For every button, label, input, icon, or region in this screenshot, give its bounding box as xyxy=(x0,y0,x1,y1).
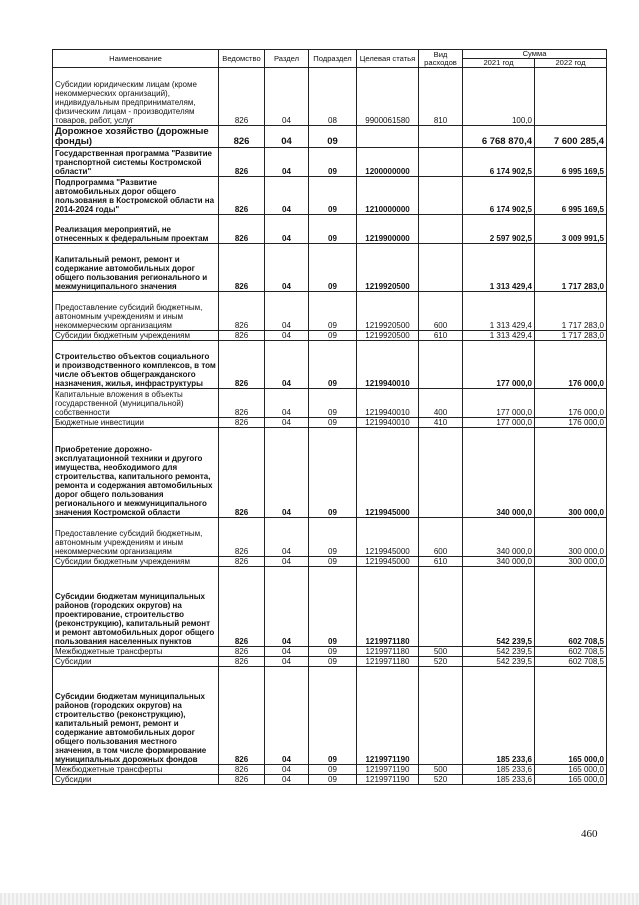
cell-2022: 1 717 283,0 xyxy=(535,292,607,331)
cell-2021: 185 233,6 xyxy=(463,667,535,765)
cell-vedomstvo: 826 xyxy=(219,667,265,765)
cell-razdel: 04 xyxy=(265,518,309,557)
cell-vedomstvo: 826 xyxy=(219,765,265,775)
header-vedomstvo: Ведомство xyxy=(219,50,265,68)
cell-vedomstvo: 826 xyxy=(219,331,265,341)
cell-vid: 520 xyxy=(419,775,463,785)
cell-2022: 165 000,0 xyxy=(535,667,607,765)
cell-target: 1210000000 xyxy=(357,177,419,215)
cell-target: 1219940010 xyxy=(357,418,419,428)
cell-2021: 340 000,0 xyxy=(463,518,535,557)
cell-target: 1219971180 xyxy=(357,647,419,657)
cell-razdel: 04 xyxy=(265,177,309,215)
cell-target xyxy=(357,126,419,148)
cell-name: Капитальные вложения в объекты государственной (муниципальной) собственности xyxy=(53,389,219,418)
cell-podrazdel: 09 xyxy=(309,418,357,428)
header-podrazdel: Подраздел xyxy=(309,50,357,68)
cell-2022: 165 000,0 xyxy=(535,775,607,785)
cell-vedomstvo: 826 xyxy=(219,389,265,418)
cell-razdel: 04 xyxy=(265,244,309,292)
cell-razdel: 04 xyxy=(265,126,309,148)
cell-vid xyxy=(419,667,463,765)
header-target: Целевая статья xyxy=(357,50,419,68)
cell-vid: 600 xyxy=(419,518,463,557)
cell-podrazdel: 09 xyxy=(309,518,357,557)
cell-vedomstvo: 826 xyxy=(219,126,265,148)
table-row xyxy=(53,389,607,418)
cell-podrazdel: 09 xyxy=(309,215,357,244)
scan-edge-strip xyxy=(0,893,639,905)
cell-2021: 6 174 902,5 xyxy=(463,148,535,177)
table-row xyxy=(53,657,607,667)
cell-name: Предоставление субсидий бюджетным, автономным учреждениям и иным некоммерческим организациям xyxy=(53,292,219,331)
cell-target: 1219971190 xyxy=(357,775,419,785)
cell-vedomstvo: 826 xyxy=(219,215,265,244)
cell-name: Субсидии бюджетным учреждениям xyxy=(53,557,219,567)
cell-vid: 610 xyxy=(419,557,463,567)
table-row xyxy=(53,177,607,215)
cell-razdel: 04 xyxy=(265,765,309,775)
table-row xyxy=(53,331,607,341)
cell-2022: 1 717 283,0 xyxy=(535,331,607,341)
cell-name: Реализация мероприятий, не отнесенных к федеральным проектам xyxy=(53,215,219,244)
cell-target: 1219940010 xyxy=(357,389,419,418)
cell-vedomstvo: 826 xyxy=(219,341,265,389)
cell-vid xyxy=(419,244,463,292)
cell-podrazdel: 09 xyxy=(309,389,357,418)
cell-2021: 542 239,5 xyxy=(463,657,535,667)
cell-vedomstvo: 826 xyxy=(219,418,265,428)
cell-2022: 300 000,0 xyxy=(535,557,607,567)
table-row xyxy=(53,667,607,765)
cell-target: 1219920500 xyxy=(357,292,419,331)
header-2021: 2021 год xyxy=(463,59,535,68)
cell-2021: 177 000,0 xyxy=(463,418,535,428)
cell-name: Капитальный ремонт, ремонт и содержание автомобильных дорог общего пользования регионального и межмуниципального значения xyxy=(53,244,219,292)
table-row xyxy=(53,567,607,647)
cell-target: 1200000000 xyxy=(357,148,419,177)
cell-2021: 177 000,0 xyxy=(463,389,535,418)
cell-2022: 176 000,0 xyxy=(535,418,607,428)
cell-name: Межбюджетные трансферты xyxy=(53,765,219,775)
cell-vedomstvo: 826 xyxy=(219,647,265,657)
cell-2021: 542 239,5 xyxy=(463,647,535,657)
cell-2022: 3 009 991,5 xyxy=(535,215,607,244)
table-header xyxy=(53,50,607,68)
header-sum: Сумма xyxy=(463,50,607,59)
cell-razdel: 04 xyxy=(265,68,309,126)
cell-target: 1219940010 xyxy=(357,341,419,389)
table-row xyxy=(53,215,607,244)
cell-name: Субсидии юридическим лицам (кроме некоммерческих организаций), индивидуальным предпринимателям, физическим лицам - производителям товаров, работ, услуг xyxy=(53,68,219,126)
cell-2021: 185 233,6 xyxy=(463,765,535,775)
cell-vid xyxy=(419,428,463,518)
cell-2021: 177 000,0 xyxy=(463,341,535,389)
table-row xyxy=(53,68,607,126)
cell-name: Строительство объектов социального и производственного комплексов, в том числе объектов общегражданского назначения, жилья, инфраструктуры xyxy=(53,341,219,389)
header-2022: 2022 год xyxy=(535,59,607,68)
table-row xyxy=(53,126,607,148)
cell-2022: 176 000,0 xyxy=(535,341,607,389)
table-row xyxy=(53,765,607,775)
table-row xyxy=(53,244,607,292)
cell-vid: 810 xyxy=(419,68,463,126)
cell-target: 1219945000 xyxy=(357,557,419,567)
budget-table xyxy=(52,49,607,785)
cell-vedomstvo: 826 xyxy=(219,518,265,557)
cell-target: 1219920500 xyxy=(357,244,419,292)
cell-2022: 602 708,5 xyxy=(535,647,607,657)
cell-razdel: 04 xyxy=(265,341,309,389)
cell-name: Подпрограмма "Развитие автомобильных дорог общего пользования в Костромской области на 2014-2024 годы" xyxy=(53,177,219,215)
table-row xyxy=(53,341,607,389)
cell-vid: 520 xyxy=(419,657,463,667)
cell-razdel: 04 xyxy=(265,148,309,177)
header-vid: Вид расходов xyxy=(419,50,463,68)
cell-name: Субсидии xyxy=(53,657,219,667)
cell-2022: 300 000,0 xyxy=(535,518,607,557)
cell-2022: 6 995 169,5 xyxy=(535,177,607,215)
cell-razdel: 04 xyxy=(265,428,309,518)
cell-vedomstvo: 826 xyxy=(219,148,265,177)
page-number: 460 xyxy=(581,828,598,840)
cell-target: 1219971190 xyxy=(357,765,419,775)
cell-vid: 500 xyxy=(419,647,463,657)
cell-razdel: 04 xyxy=(265,292,309,331)
cell-vedomstvo: 826 xyxy=(219,68,265,126)
cell-vedomstvo: 826 xyxy=(219,244,265,292)
cell-vedomstvo: 826 xyxy=(219,177,265,215)
cell-vid: 610 xyxy=(419,331,463,341)
cell-podrazdel: 09 xyxy=(309,647,357,657)
cell-vid xyxy=(419,148,463,177)
cell-2022: 602 708,5 xyxy=(535,567,607,647)
cell-podrazdel: 09 xyxy=(309,667,357,765)
cell-vedomstvo: 826 xyxy=(219,292,265,331)
header-razdel: Раздел xyxy=(265,50,309,68)
cell-name: Субсидии бюджетам муниципальных районов (городских округов) на строительство (реконструкцию), капитальный ремонт, ремонт и содержание автомобильных дорог общего пользования местного значения, в том числе формирование муниципальных дорожных фондов xyxy=(53,667,219,765)
table-row xyxy=(53,647,607,657)
cell-2021: 2 597 902,5 xyxy=(463,215,535,244)
cell-name: Приобретение дорожно-эксплуатационной техники и другого имущества, необходимого для строительства, капитального ремонта, ремонта и содержания автомобильных дорог общего пользования регионального и межмуниципального значения Костромской области xyxy=(53,428,219,518)
header-name: Наименование xyxy=(53,50,219,68)
cell-target: 1219971190 xyxy=(357,667,419,765)
cell-podrazdel: 09 xyxy=(309,567,357,647)
cell-name: Дорожное хозяйство (дорожные фонды) xyxy=(53,126,219,148)
cell-target: 1219971180 xyxy=(357,567,419,647)
cell-podrazdel: 09 xyxy=(309,331,357,341)
cell-razdel: 04 xyxy=(265,557,309,567)
cell-vedomstvo: 826 xyxy=(219,567,265,647)
cell-2021: 340 000,0 xyxy=(463,428,535,518)
cell-vid xyxy=(419,177,463,215)
cell-target: 1219971180 xyxy=(357,657,419,667)
cell-2022: 602 708,5 xyxy=(535,657,607,667)
cell-razdel: 04 xyxy=(265,389,309,418)
cell-podrazdel: 09 xyxy=(309,557,357,567)
cell-podrazdel: 09 xyxy=(309,292,357,331)
cell-vedomstvo: 826 xyxy=(219,657,265,667)
cell-podrazdel: 09 xyxy=(309,775,357,785)
table-row xyxy=(53,292,607,331)
cell-2021: 1 313 429,4 xyxy=(463,292,535,331)
cell-razdel: 04 xyxy=(265,775,309,785)
cell-target: 1219920500 xyxy=(357,331,419,341)
cell-name: Субсидии бюджетным учреждениям xyxy=(53,331,219,341)
cell-target: 9900061580 xyxy=(357,68,419,126)
cell-podrazdel: 09 xyxy=(309,148,357,177)
cell-2022: 1 717 283,0 xyxy=(535,244,607,292)
cell-name: Субсидии xyxy=(53,775,219,785)
cell-target: 1219945000 xyxy=(357,428,419,518)
cell-2021: 542 239,5 xyxy=(463,567,535,647)
table-row xyxy=(53,518,607,557)
cell-podrazdel: 09 xyxy=(309,177,357,215)
cell-2021: 340 000,0 xyxy=(463,557,535,567)
cell-razdel: 04 xyxy=(265,331,309,341)
cell-razdel: 04 xyxy=(265,215,309,244)
cell-2021: 1 313 429,4 xyxy=(463,331,535,341)
cell-vid xyxy=(419,567,463,647)
cell-2021: 100,0 xyxy=(463,68,535,126)
cell-vid: 400 xyxy=(419,389,463,418)
table-row xyxy=(53,428,607,518)
cell-podrazdel: 09 xyxy=(309,126,357,148)
cell-vid xyxy=(419,215,463,244)
cell-target: 1219900000 xyxy=(357,215,419,244)
cell-2022: 165 000,0 xyxy=(535,765,607,775)
cell-vid xyxy=(419,341,463,389)
cell-razdel: 04 xyxy=(265,667,309,765)
cell-name: Межбюджетные трансферты xyxy=(53,647,219,657)
cell-razdel: 04 xyxy=(265,567,309,647)
cell-2021: 6 174 902,5 xyxy=(463,177,535,215)
cell-vid xyxy=(419,126,463,148)
cell-vedomstvo: 826 xyxy=(219,557,265,567)
cell-podrazdel: 09 xyxy=(309,657,357,667)
cell-razdel: 04 xyxy=(265,418,309,428)
cell-target: 1219945000 xyxy=(357,518,419,557)
cell-name: Предоставление субсидий бюджетным, автономным учреждениям и иным некоммерческим организациям xyxy=(53,518,219,557)
table-row xyxy=(53,148,607,177)
cell-vid: 410 xyxy=(419,418,463,428)
cell-2022: 6 995 169,5 xyxy=(535,148,607,177)
cell-name: Субсидии бюджетам муниципальных районов (городских округов) на проектирование, строительство (реконструкцию), капитальный ремонт и ремонт автомобильных дорог общего пользования населенных пунктов xyxy=(53,567,219,647)
cell-2021: 1 313 429,4 xyxy=(463,244,535,292)
cell-vedomstvo: 826 xyxy=(219,775,265,785)
table-body xyxy=(53,68,607,785)
cell-2021: 185 233,6 xyxy=(463,775,535,785)
cell-name: Государственная программа "Развитие транспортной системы Костромской области" xyxy=(53,148,219,177)
table-row xyxy=(53,418,607,428)
cell-podrazdel: 09 xyxy=(309,244,357,292)
cell-podrazdel: 09 xyxy=(309,428,357,518)
cell-vedomstvo: 826 xyxy=(219,428,265,518)
cell-vid: 600 xyxy=(419,292,463,331)
cell-name: Бюджетные инвестиции xyxy=(53,418,219,428)
cell-podrazdel: 09 xyxy=(309,341,357,389)
cell-2022 xyxy=(535,68,607,126)
table-row xyxy=(53,557,607,567)
cell-2022: 176 000,0 xyxy=(535,389,607,418)
table-row xyxy=(53,775,607,785)
cell-podrazdel: 08 xyxy=(309,68,357,126)
cell-2022: 7 600 285,4 xyxy=(535,126,607,148)
cell-2021: 6 768 870,4 xyxy=(463,126,535,148)
cell-vid: 500 xyxy=(419,765,463,775)
cell-razdel: 04 xyxy=(265,657,309,667)
cell-2022: 300 000,0 xyxy=(535,428,607,518)
budget-table-sheet xyxy=(52,49,606,785)
cell-podrazdel: 09 xyxy=(309,765,357,775)
cell-razdel: 04 xyxy=(265,647,309,657)
